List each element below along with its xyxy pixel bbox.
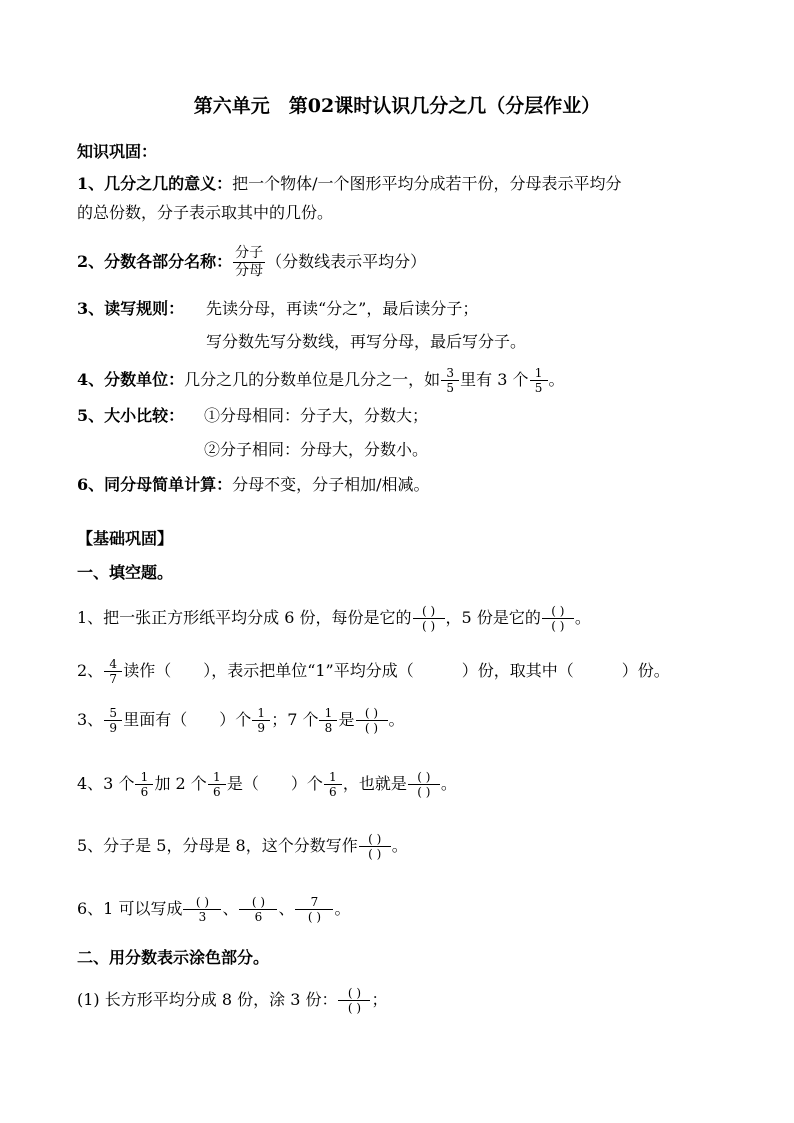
question-number: 2、 <box>77 661 104 680</box>
numerator: 1 <box>257 706 266 720</box>
section-title-shaded: 二、用分数表示涂色部分。 <box>77 948 270 967</box>
question-text: 。 <box>574 608 591 627</box>
question-6 <box>77 895 351 924</box>
knowledge-item-4 <box>77 366 565 395</box>
knowledge-item-5-text2: ②分子相同：分母大，分数小。 <box>204 440 429 459</box>
answer-blank-fraction[interactable] <box>356 706 388 735</box>
answer-blank-fraction[interactable] <box>295 895 333 924</box>
question-3 <box>77 706 405 735</box>
fraction <box>319 706 337 735</box>
item-text: 。 <box>548 370 565 389</box>
denominator: 8 <box>324 721 333 735</box>
item-text: （分数线表示平均分） <box>266 252 427 271</box>
fraction <box>252 706 270 735</box>
denominator: 5 <box>534 381 543 395</box>
section-heading: 【基础巩固】 <box>77 529 174 548</box>
question-text: 里面有（ ）个 <box>123 710 252 729</box>
blank-numerator: ( ) <box>251 895 266 909</box>
blank-denominator: ( ) <box>551 619 565 633</box>
item-label: 4、分数单位： <box>77 370 185 389</box>
denominator: 3 <box>198 910 207 924</box>
question-text: 读作（ ），表示把单位“1”平均分成（ ）份，取其中（ ）份。 <box>123 661 670 680</box>
denominator: 6 <box>140 785 149 799</box>
blank-numerator: ( ) <box>417 770 431 784</box>
blank-numerator: ( ) <box>364 706 379 720</box>
question-number: 3、 <box>77 710 104 729</box>
answer-blank-fraction[interactable] <box>542 604 574 633</box>
numerator: 3 <box>446 366 454 380</box>
question-text: (1) 长方形平均分成 8 份，涂 3 份： <box>77 990 338 1009</box>
section-title-fill-blank: 一、填空题。 <box>77 563 174 582</box>
separator: 、 <box>278 899 295 918</box>
knowledge-item-5 <box>77 404 184 428</box>
item-text: 分母不变，分子相加/相减。 <box>232 475 430 494</box>
answer-blank-fraction[interactable] <box>183 895 221 924</box>
knowledge-item-2 <box>77 245 426 280</box>
blank-numerator: ( ) <box>421 604 436 618</box>
item-label: 1、几分之几的意义： <box>77 174 233 193</box>
denominator: 9 <box>257 721 266 735</box>
knowledge-item-1 <box>77 172 622 196</box>
fraction <box>135 770 153 799</box>
fraction <box>324 770 342 799</box>
item-label: 6、同分母简单计算： <box>77 475 233 494</box>
item-label: 3、读写规则： <box>77 299 185 318</box>
question-text: 1、把一张正方形纸平均分成 6 份，每份是它的 <box>77 608 412 627</box>
blank-denominator: ( ) <box>417 785 431 799</box>
question-5 <box>77 832 408 861</box>
question-2 <box>77 657 670 686</box>
fraction <box>104 657 122 686</box>
question-1 <box>77 604 591 633</box>
blank-denominator: ( ) <box>421 619 436 633</box>
blank-denominator: ( ) <box>368 847 382 861</box>
knowledge-item-3-text2: 写分数先写分数线，再写分母，最后写分子。 <box>206 332 527 351</box>
knowledge-heading: 知识巩固： <box>77 142 158 161</box>
item-text: 里有 3 个 <box>460 370 529 389</box>
question-4 <box>77 770 457 799</box>
item-text: 几分之几的分数单位是几分之一，如 <box>184 370 441 389</box>
knowledge-item-3-text: 先读分母，再读“分之”，最后读分子； <box>206 299 479 318</box>
knowledge-item-3 <box>77 297 184 321</box>
question-text: 6、1 可以写成 <box>77 899 183 918</box>
question-text: ，也就是 <box>342 774 407 793</box>
denominator: 5 <box>446 381 454 395</box>
denominator: 6 <box>329 785 337 799</box>
answer-blank-fraction[interactable] <box>338 986 370 1015</box>
denominator: 6 <box>254 910 263 924</box>
numerator: 1 <box>140 770 149 784</box>
question-7 <box>77 986 387 1015</box>
numerator: 5 <box>109 706 117 720</box>
fraction-parts <box>233 245 265 280</box>
item-label: 5、大小比较： <box>77 406 185 425</box>
answer-blank-fraction[interactable] <box>359 832 391 861</box>
blank-numerator: ( ) <box>551 604 565 618</box>
fraction <box>530 366 548 395</box>
question-text: ，5 份是它的 <box>445 608 541 627</box>
item-label: 2、分数各部分名称： <box>77 252 233 271</box>
blank-numerator: ( ) <box>195 895 210 909</box>
question-text: 是（ ）个 <box>226 774 323 793</box>
page-title: 第六单元 第02课时认识几分之几（分层作业） <box>193 95 601 117</box>
fraction <box>104 706 122 735</box>
blank-denominator: ( ) <box>347 1001 362 1015</box>
denominator: 9 <box>109 721 117 735</box>
knowledge-item-6 <box>77 473 430 497</box>
numerator: 1 <box>324 706 333 720</box>
numerator-label: 分子 <box>235 245 264 261</box>
question-text: 是 <box>338 710 355 729</box>
answer-blank-fraction[interactable] <box>408 770 440 799</box>
question-text: ； <box>371 990 388 1009</box>
question-text: 5、分子是 5，分母是 8，这个分数写作 <box>77 836 358 855</box>
numerator: 1 <box>212 770 221 784</box>
answer-blank-fraction[interactable] <box>239 895 277 924</box>
numerator: 4 <box>109 657 117 671</box>
knowledge-item-1-cont: 的总份数，分子表示取其中的几份。 <box>77 203 334 222</box>
numerator: 1 <box>329 770 337 784</box>
question-text: 。 <box>334 899 351 918</box>
question-text: ；7 个 <box>271 710 319 729</box>
denominator-label: 分母 <box>235 263 264 279</box>
question-text: 。 <box>391 836 408 855</box>
denominator: 7 <box>109 672 117 686</box>
knowledge-item-5-text: ①分母相同：分子大，分数大； <box>204 406 429 425</box>
blank-denominator: ( ) <box>364 721 379 735</box>
item-text: 把一个物体/一个图形平均分成若干份，分母表示平均分 <box>232 174 622 193</box>
fraction <box>208 770 226 799</box>
fraction <box>441 366 459 395</box>
numerator: 1 <box>534 366 543 380</box>
denominator: 6 <box>212 785 221 799</box>
question-text: 。 <box>388 710 405 729</box>
question-text: 加 2 个 <box>154 774 207 793</box>
question-text: 。 <box>440 774 457 793</box>
answer-blank-fraction[interactable] <box>413 604 445 633</box>
blank-numerator: ( ) <box>368 832 382 846</box>
blank-numerator: ( ) <box>347 986 362 1000</box>
question-text: 4、3 个 <box>77 774 135 793</box>
separator: 、 <box>222 899 239 918</box>
blank-denominator: ( ) <box>307 910 322 924</box>
numerator: 7 <box>310 895 319 909</box>
